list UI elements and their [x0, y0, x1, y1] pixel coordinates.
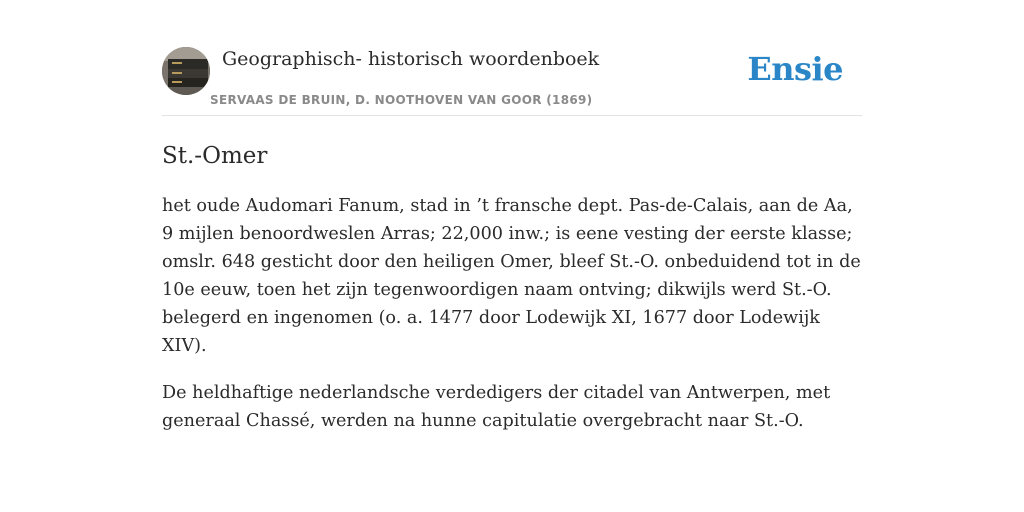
page-content: [162, 46, 862, 454]
entry-body: [162, 192, 862, 435]
book-author[interactable]: SERVAAS DE BRUIN, D. NOOTHOVEN VAN GOOR (1869): [210, 93, 593, 107]
entry-paragraph: het oude Audomari Fanum, stad in ’t fransche dept. Pas-de-Calais, aan de Aa, 9 mijlen benoordweslen Arras; 22,000 inw.; is eene vesting der eerste klasse; omslr. 648 gesticht door den heiligen Omer, bleef St.-O. onbeduidend tot in de 10e eeuw, toen het zijn tegenwoordigen naam ontving; dikwijls werd St.-O. belegerd en ingenomen (o. a. 1477 door Lodewijk XI, 1677 door Lodewijk XIV).: [162, 196, 861, 356]
entry-paragraph: De heldhaftige nederlandsche verdedigers der citadel van Antwerpen, met generaal Chassé, werden na hunne capitulatie overgebracht naar St.-O.: [162, 383, 831, 431]
brand-logo[interactable]: Ensie: [747, 50, 843, 88]
book-title[interactable]: Geographisch- historisch woordenboek: [222, 48, 600, 70]
book-header: [162, 46, 862, 116]
book-cover-icon[interactable]: [162, 47, 210, 95]
entry-title: St.-Omer: [162, 143, 268, 169]
